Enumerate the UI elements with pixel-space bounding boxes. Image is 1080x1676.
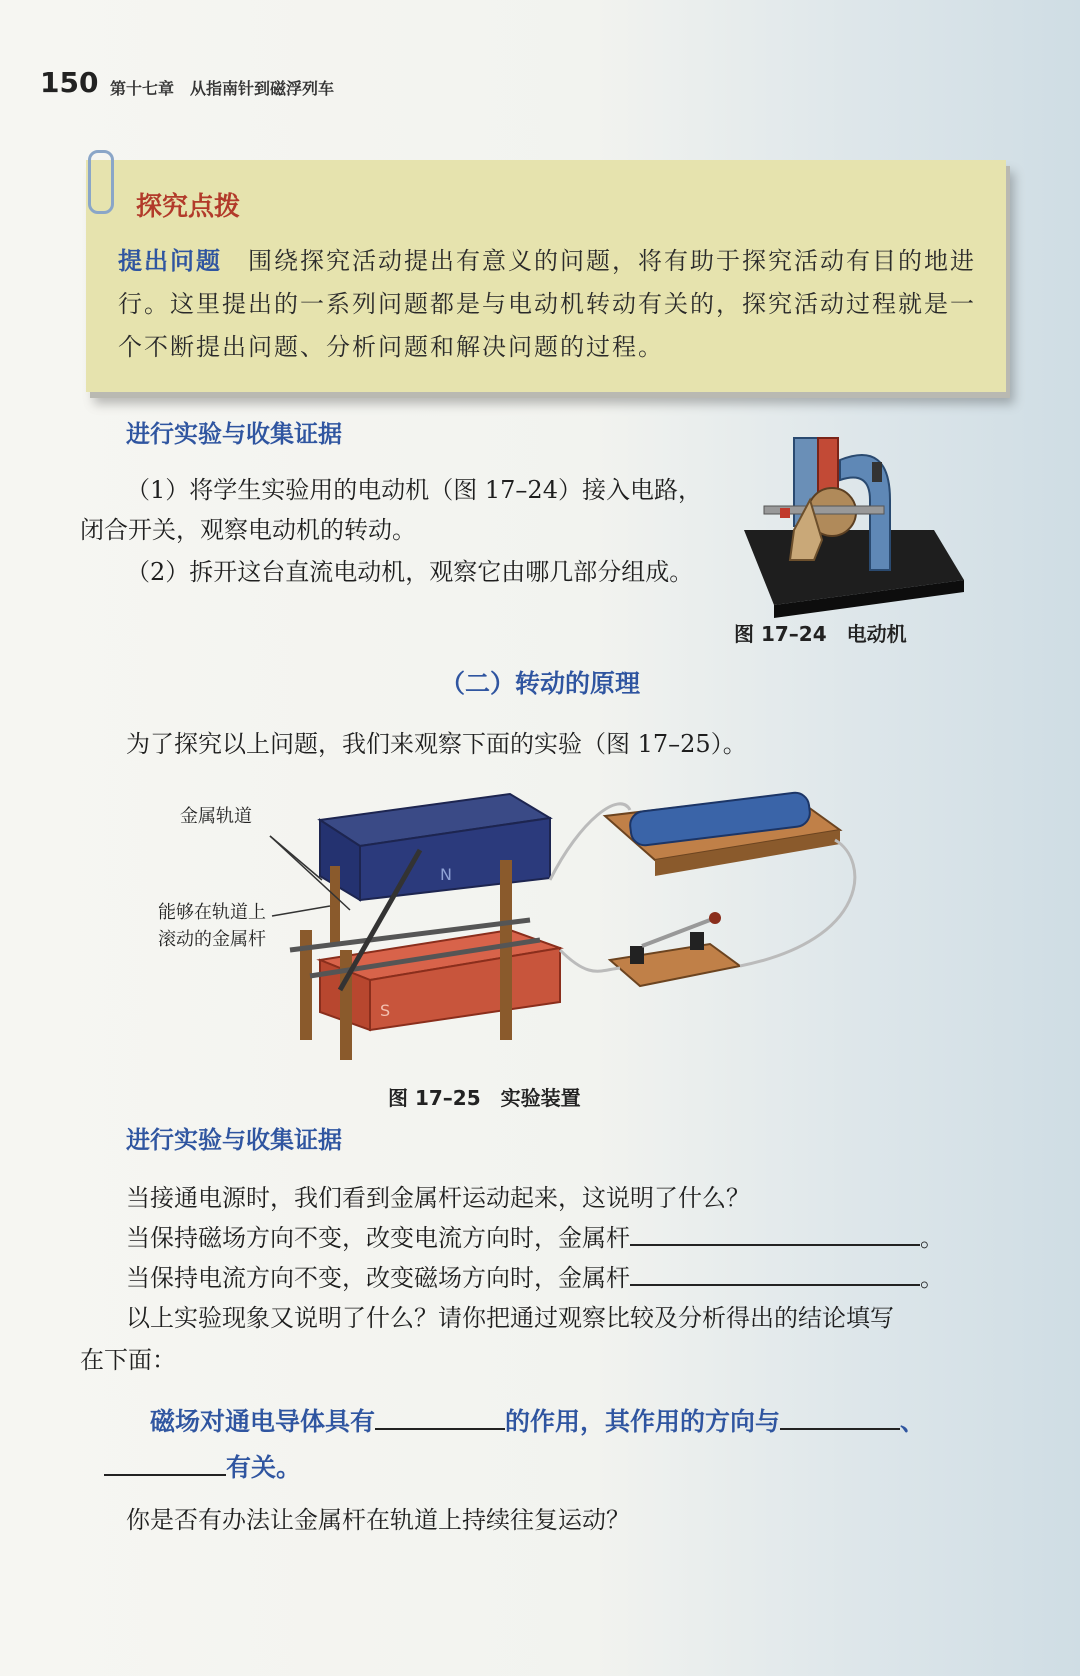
conclusion-line-2 [104, 1448, 301, 1484]
question-1: 当接通电源时，我们看到金属杆运动起来，这说明了什么？ [126, 1184, 750, 1212]
question-3 [126, 1258, 944, 1298]
conclusion-part-3: 、 [900, 1407, 926, 1436]
question-2-period: 。 [920, 1224, 944, 1252]
section-heading-experiment-2: 进行实验与收集证据 [126, 1126, 342, 1154]
label-rolling-rod-line-1: 能够在轨道上 [158, 902, 266, 923]
figure-17-24-caption: 图 17–24 电动机 [734, 622, 907, 646]
paperclip-icon [88, 150, 114, 214]
question-2-text: 当保持磁场方向不变，改变电流方向时，金属杆 [126, 1224, 630, 1252]
electric-motor-figure [724, 420, 984, 650]
conclusion-line-1 [150, 1402, 925, 1438]
step-1-line-1: （1）将学生实验用的电动机（图 17–24）接入电路， [126, 476, 702, 504]
question-4-line-2: 在下面： [80, 1346, 176, 1374]
question-3-text: 当保持电流方向不变，改变磁场方向时，金属杆 [126, 1264, 630, 1292]
intro-paragraph: 为了探究以上问题，我们来观察下面的实验（图 17–25）。 [126, 730, 747, 758]
conclusion-part-1: 磁场对通电导体具有 [150, 1407, 376, 1436]
label-metal-track: 金属轨道 [180, 806, 252, 827]
chapter-title: 第十七章 从指南针到磁浮列车 [110, 79, 335, 98]
conclusion-part-4: 有关。 [226, 1453, 302, 1482]
page-number: 150 [40, 66, 99, 99]
subsection-title: （二）转动的原理 [440, 669, 641, 698]
tip-body [118, 240, 998, 369]
tip-title: 探究点拨 [136, 192, 241, 222]
tip-lead: 提出问题 [118, 247, 222, 275]
figure-17-25-caption: 图 17–25 实验装置 [388, 1086, 581, 1110]
label-rolling-rod-line-2: 滚动的金属杆 [158, 929, 266, 950]
question-5: 你是否有办法让金属杆在轨道上持续往复运动？ [126, 1506, 630, 1534]
conclusion-blank-2[interactable] [780, 1406, 900, 1430]
step-1-line-2: 闭合开关，观察电动机的转动。 [80, 516, 416, 544]
question-4-line-1: 以上实验现象又说明了什么？请你把通过观察比较及分析得出的结论填写 [126, 1304, 894, 1332]
pole-s-label: S [380, 1001, 391, 1020]
step-2: （2）拆开这台直流电动机，观察它由哪几部分组成。 [126, 558, 694, 586]
conclusion-blank-3[interactable] [104, 1452, 226, 1476]
conclusion-part-2: 的作用，其作用的方向与 [505, 1407, 781, 1436]
answer-blank-2[interactable] [630, 1222, 920, 1246]
page-header [40, 66, 335, 99]
conclusion-blank-1[interactable] [375, 1406, 505, 1430]
section-heading-experiment-1: 进行实验与收集证据 [126, 420, 342, 448]
tip-text: 围绕探究活动提出有意义的问题，将有助于探究活动有目的地进行。这里提出的一系列问题都是与电动机转动有关的，探究活动过程就是一个不断提出问题、分析问题和解决问题的过程。 [118, 247, 976, 361]
question-3-period: 。 [920, 1264, 944, 1292]
answer-blank-3[interactable] [630, 1262, 920, 1286]
question-2 [126, 1218, 944, 1258]
pole-n-label: N [440, 865, 452, 884]
